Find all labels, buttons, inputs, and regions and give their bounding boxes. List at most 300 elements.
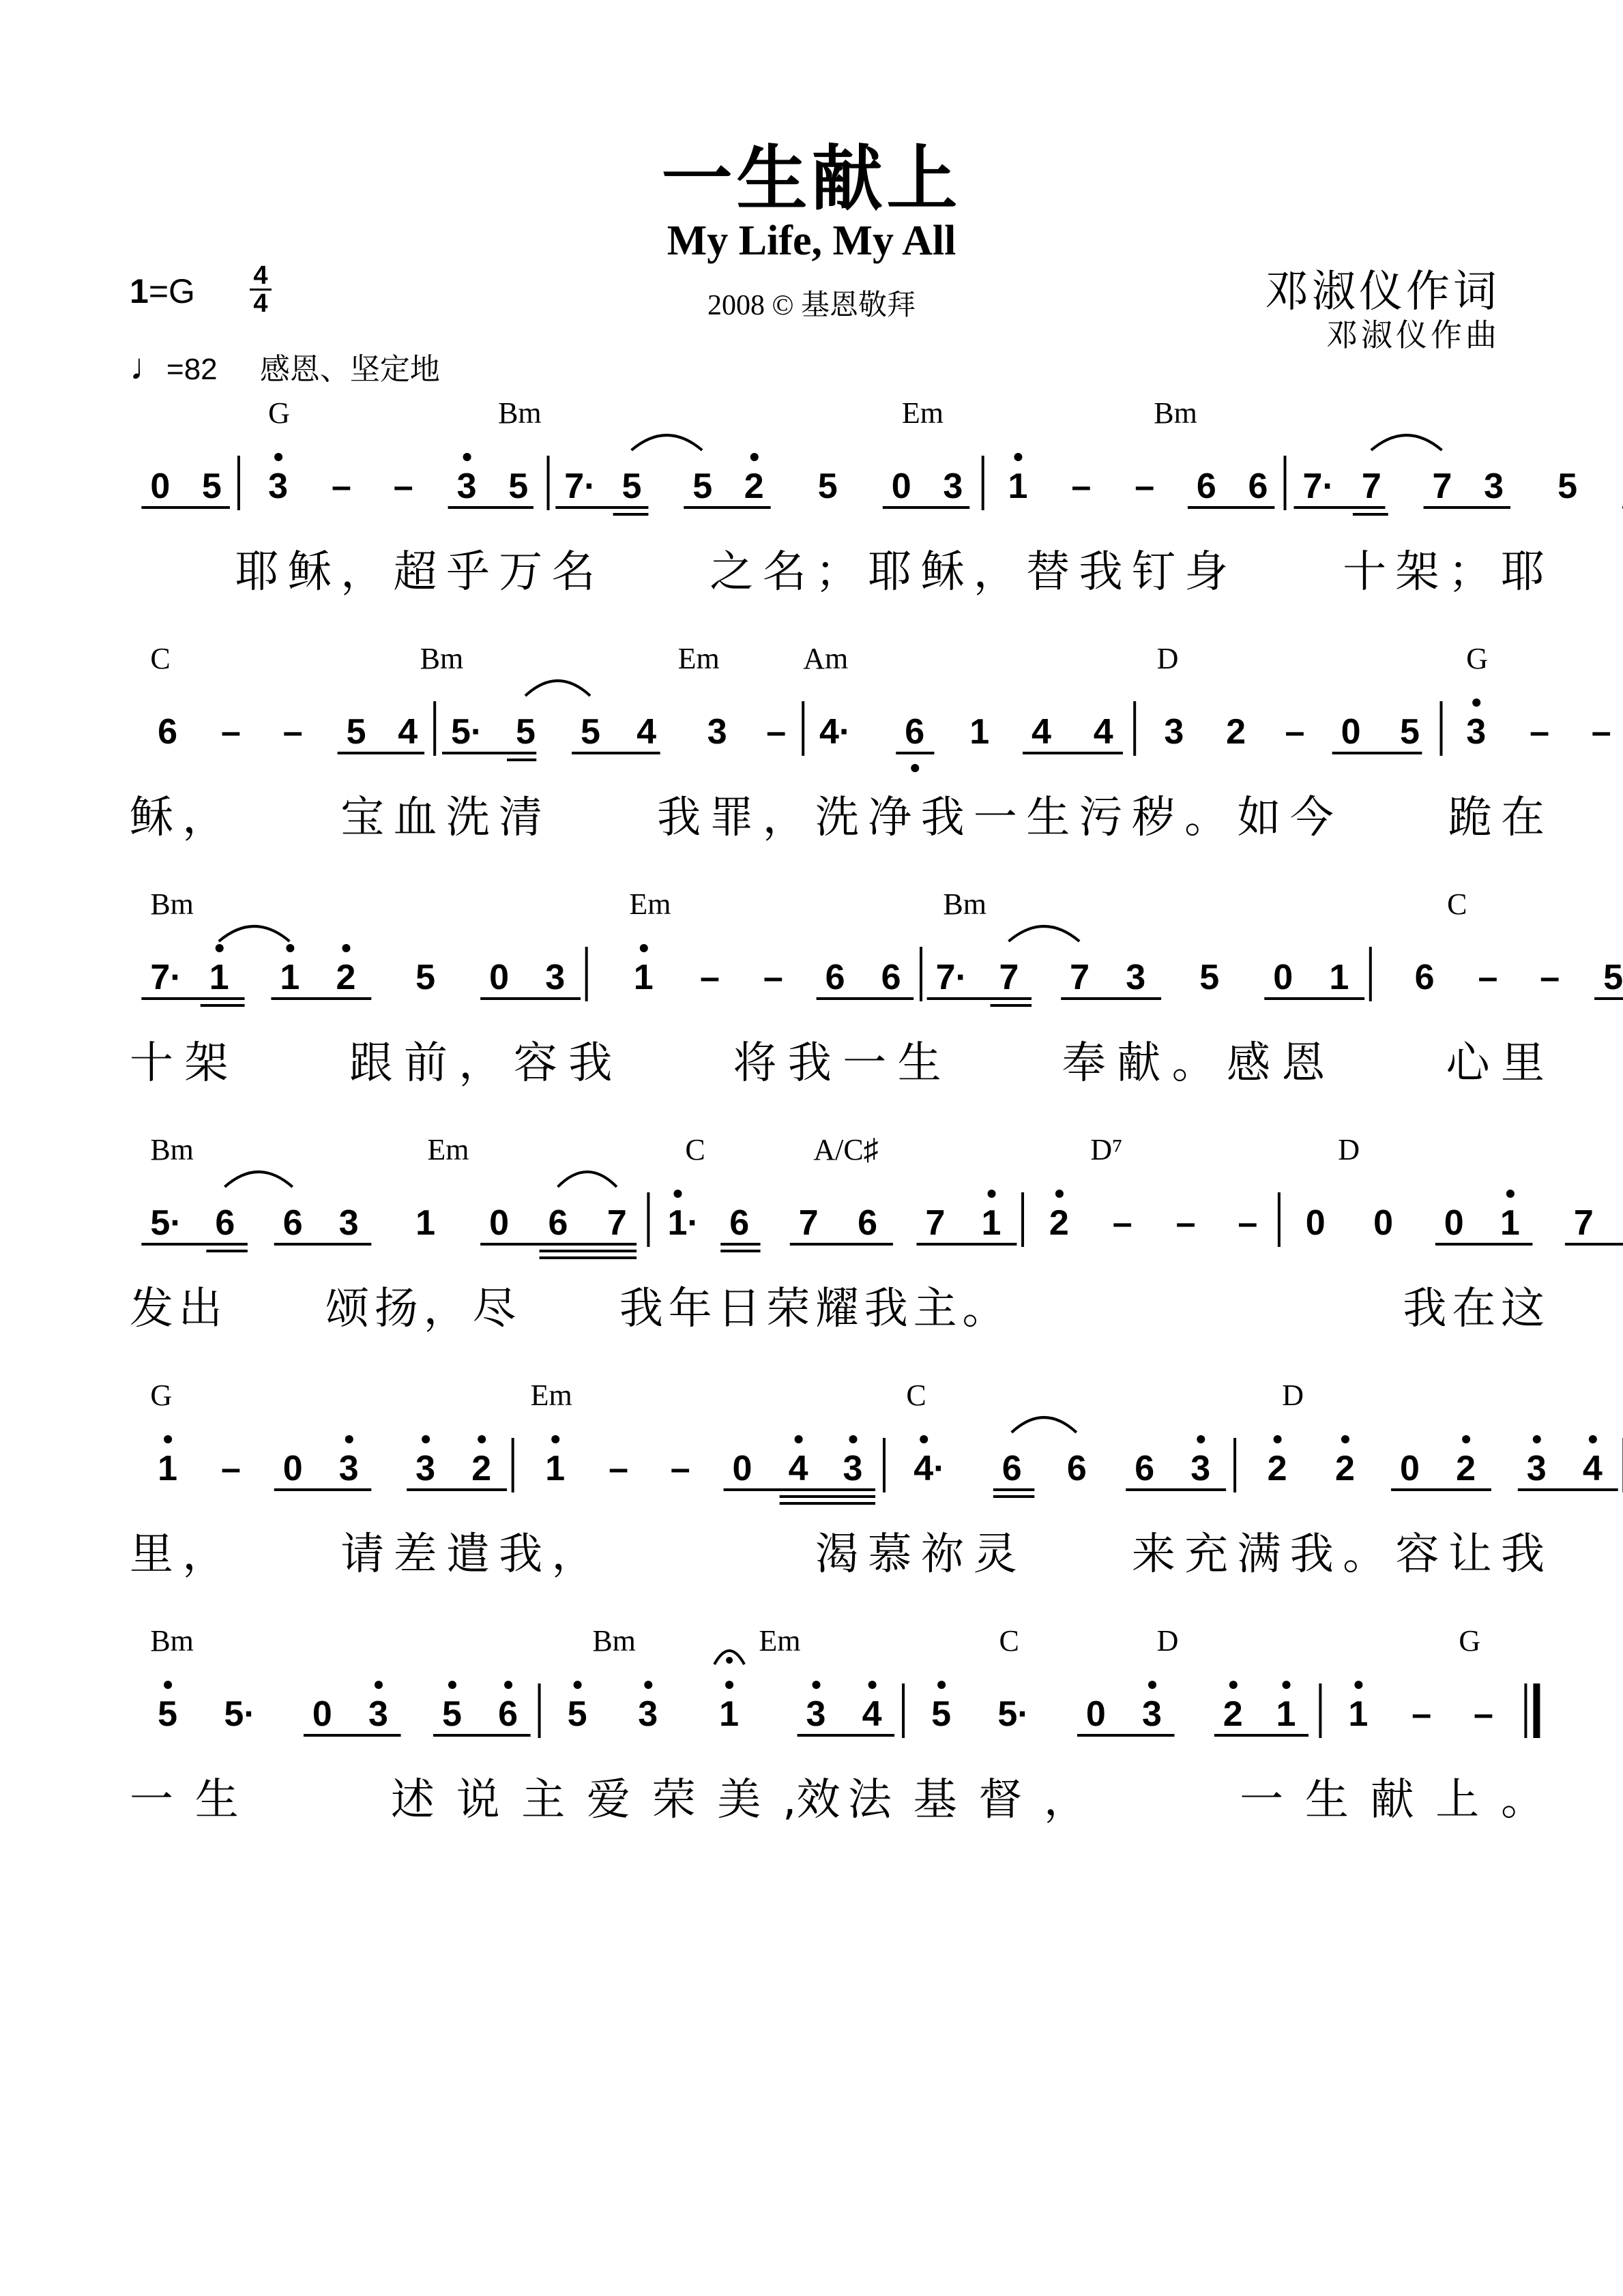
- lyric-char: ，: [762, 793, 806, 843]
- note: 2: [1223, 1694, 1243, 1734]
- note: 3: [1484, 467, 1504, 506]
- note: 7: [1361, 467, 1381, 506]
- lyric-char: ，: [973, 547, 1017, 598]
- lyric-char: 上: [1435, 1775, 1480, 1825]
- lyric-char: 。: [1501, 1775, 1545, 1825]
- lyric-char: 生: [194, 1775, 239, 1825]
- lyric-char: 十: [130, 1038, 173, 1089]
- note: 0: [150, 467, 171, 506]
- note: 6: [498, 1694, 518, 1734]
- note: –: [1591, 712, 1611, 752]
- note: 2: [471, 1449, 492, 1488]
- chord-symbol: G: [150, 1379, 173, 1412]
- note: 3: [1466, 712, 1487, 752]
- lyric-char: 里: [1501, 1038, 1545, 1089]
- lyric-char: 尽: [472, 1284, 516, 1334]
- chord-symbol: Bm: [420, 642, 464, 675]
- lyric-char: 我: [864, 1284, 908, 1334]
- high-octave-dot: [164, 1681, 172, 1689]
- high-octave-dot: [216, 944, 224, 952]
- lyric-char: 一: [1240, 1775, 1284, 1825]
- note: 3: [1126, 958, 1146, 997]
- copyright-line: 2008 © 基恩敬拜: [707, 290, 916, 321]
- lyric-char: 述: [390, 1775, 435, 1825]
- note: 2: [744, 467, 764, 506]
- chord-symbol: C: [685, 1133, 705, 1166]
- high-octave-dot: [286, 944, 294, 952]
- lyric-char: 在: [1501, 793, 1545, 843]
- note: 6: [1135, 1449, 1155, 1488]
- chord-symbol: C: [150, 642, 171, 675]
- lyric-char: 满: [1237, 1529, 1281, 1580]
- low-octave-dot: [911, 764, 919, 772]
- note: 6: [905, 712, 925, 752]
- lyric-char: 祢: [920, 1529, 965, 1580]
- note: 1·: [667, 1203, 699, 1243]
- note: –: [1474, 1694, 1493, 1734]
- note: 5: [201, 467, 222, 506]
- note: 6: [825, 958, 845, 997]
- note: 0: [1305, 1203, 1326, 1243]
- note: 2: [336, 958, 356, 997]
- lyric-char: 颂: [325, 1284, 370, 1334]
- lyric-char: 我: [1079, 547, 1123, 598]
- note: 3: [1190, 1449, 1211, 1488]
- high-octave-dot: [640, 944, 648, 952]
- note: 5·: [224, 1694, 256, 1734]
- chord-symbol: C: [999, 1624, 1019, 1658]
- lyric-char: 前: [404, 1038, 448, 1089]
- note: 6: [282, 1203, 303, 1243]
- lyric-char: 清: [499, 793, 543, 843]
- lyric-char: 荣: [766, 1284, 810, 1334]
- note: –: [1112, 1203, 1132, 1243]
- note: –: [393, 467, 413, 506]
- high-octave-dot: [988, 1190, 996, 1198]
- high-octave-dot: [1148, 1681, 1156, 1689]
- high-octave-dot: [274, 453, 282, 461]
- note: 5: [817, 467, 838, 506]
- note: 6: [881, 958, 901, 997]
- high-octave-dot: [164, 1435, 172, 1443]
- lyric-char: 宝: [340, 793, 385, 843]
- note: 3: [415, 1449, 436, 1488]
- note: 5: [931, 1694, 952, 1734]
- lyric-char: ，: [340, 547, 385, 598]
- lyric-char: 生: [1026, 793, 1070, 843]
- note: 5·: [150, 1203, 182, 1243]
- note: –: [1175, 1203, 1196, 1243]
- note: 1: [719, 1694, 740, 1734]
- note: 1: [415, 1203, 436, 1243]
- lyric-char: 钉: [1131, 547, 1175, 598]
- note: 0: [312, 1694, 332, 1734]
- note: 6: [1066, 1449, 1087, 1488]
- note: 4: [398, 712, 418, 752]
- chord-symbol: Em: [629, 887, 671, 921]
- note: 3: [1164, 712, 1184, 752]
- lyric-char: 架: [1395, 547, 1439, 598]
- lyric-char: 稣: [130, 793, 173, 843]
- lyric-char: 生: [897, 1038, 941, 1089]
- chord-symbol: Bm: [150, 1624, 194, 1658]
- tempo-mood: 感恩、坚定地: [259, 352, 440, 387]
- chord-symbol: Bm: [150, 887, 194, 921]
- lyric-char: ，: [458, 1038, 503, 1089]
- note: 5: [567, 1694, 587, 1734]
- note: 4·: [819, 712, 851, 752]
- note: 0: [489, 1203, 510, 1243]
- chord-symbol: A/C♯: [813, 1133, 879, 1166]
- high-octave-dot: [1341, 1435, 1349, 1443]
- high-octave-dot: [1506, 1190, 1515, 1198]
- lyricist-credit: 邓淑仪作词: [1265, 267, 1500, 317]
- note: –: [670, 1449, 690, 1488]
- note: 1: [1276, 1694, 1296, 1734]
- note: 5·: [450, 712, 483, 752]
- lyric-char: 主: [913, 1284, 957, 1334]
- lyric-char: 扬: [374, 1284, 418, 1334]
- chord-symbol: Em: [530, 1379, 572, 1412]
- lyric-char: 万: [499, 547, 543, 598]
- note: 4: [862, 1694, 882, 1734]
- lyric-char: 在: [1452, 1284, 1496, 1334]
- note: 3: [545, 958, 566, 997]
- chord-symbol: G: [268, 396, 290, 430]
- lyric-char: 年: [668, 1284, 712, 1334]
- high-octave-dot: [504, 1681, 512, 1689]
- note: 1: [1329, 958, 1349, 997]
- note: 7: [925, 1203, 946, 1243]
- note: 0: [732, 1449, 752, 1488]
- lyric-char: 一: [130, 1775, 173, 1825]
- lyric-char: 之: [710, 547, 754, 598]
- high-octave-dot: [937, 1681, 946, 1689]
- lyric-char: 名: [762, 547, 806, 598]
- note: 5: [158, 1694, 178, 1734]
- chord-symbol: Bm: [592, 1624, 636, 1658]
- note: 4: [1582, 1449, 1603, 1488]
- note: 3: [338, 1449, 359, 1488]
- lyric-char: ,效: [783, 1775, 840, 1825]
- high-octave-dot: [1589, 1435, 1597, 1443]
- lyric-char: 爱: [587, 1775, 630, 1825]
- tie-arc: [632, 435, 703, 450]
- note: 2: [1049, 1203, 1069, 1243]
- lyric-char: 洗: [445, 793, 490, 843]
- lyric-char: 遣: [445, 1529, 490, 1580]
- note: 1: [280, 958, 300, 997]
- tie-arc: [1012, 1417, 1077, 1432]
- fermata-dot: [726, 1657, 733, 1664]
- note: 1: [1500, 1203, 1520, 1243]
- lyric-char: 耶: [868, 547, 912, 598]
- high-octave-dot: [1533, 1435, 1541, 1443]
- note: 0: [1400, 1449, 1420, 1488]
- note: 5: [516, 712, 536, 752]
- lyric-char: 稣: [287, 547, 332, 598]
- note: 5: [442, 1694, 462, 1734]
- lyric-char: ；: [815, 547, 859, 598]
- lyric-char: 感: [1227, 1038, 1270, 1089]
- note: 7: [1070, 958, 1090, 997]
- note: 6: [858, 1203, 878, 1243]
- note: 0: [1373, 1203, 1394, 1243]
- lyric-char: 血: [393, 793, 437, 843]
- tie-arc: [525, 681, 590, 696]
- note: 3: [338, 1203, 359, 1243]
- note: –: [763, 958, 783, 997]
- chord-symbol: Em: [759, 1624, 801, 1658]
- lyric-char: 这: [1501, 1284, 1545, 1334]
- lyric-char: 奉: [1062, 1038, 1106, 1089]
- high-octave-dot: [1197, 1435, 1205, 1443]
- meter-bottom: 4: [253, 289, 268, 318]
- note: 3: [943, 467, 963, 506]
- note: –: [221, 712, 241, 752]
- note: 5: [692, 467, 713, 506]
- note: 4: [637, 712, 657, 752]
- chord-symbol: Em: [677, 642, 720, 675]
- lyric-char: 我: [920, 793, 965, 843]
- high-octave-dot: [673, 1190, 682, 1198]
- lyric-char: 我: [1403, 1284, 1447, 1334]
- note: 5: [1199, 958, 1220, 997]
- lyric-char: 污: [1079, 793, 1123, 843]
- note: 5: [1400, 712, 1420, 752]
- lyric-char: 发: [130, 1284, 173, 1334]
- note: 6: [729, 1203, 750, 1243]
- chord-symbol: Bm: [943, 887, 986, 921]
- lyric-char: 罪: [710, 793, 754, 843]
- note: 3: [368, 1694, 388, 1734]
- note: 6: [548, 1203, 568, 1243]
- lyric-char: 日: [717, 1284, 761, 1334]
- lyric-char: 我: [657, 793, 701, 843]
- note: 5: [581, 712, 600, 752]
- lyric-char: 秽: [1131, 793, 1175, 843]
- note: 5: [622, 467, 642, 506]
- high-octave-dot: [574, 1681, 582, 1689]
- lyric-char: 架: [184, 1038, 229, 1089]
- high-octave-dot: [1014, 453, 1022, 461]
- high-octave-dot: [868, 1681, 877, 1689]
- note: –: [1530, 712, 1550, 752]
- note: 0: [489, 958, 510, 997]
- lyric-char: 生: [1304, 1775, 1349, 1825]
- chord-symbol: D: [1156, 642, 1179, 675]
- lyric-char: 我: [568, 1038, 613, 1089]
- lyric-char: 将: [733, 1038, 777, 1089]
- lyric-char: 献: [1117, 1038, 1161, 1089]
- chord-symbol: G: [1459, 1624, 1481, 1658]
- lyric-char: 我: [619, 1284, 663, 1334]
- note: 3: [806, 1694, 826, 1734]
- chord-symbol: Bm: [1154, 396, 1197, 430]
- note: 0: [282, 1449, 303, 1488]
- lyric-char: 今: [1289, 793, 1334, 843]
- chord-symbol: C: [906, 1379, 926, 1412]
- note: –: [1135, 467, 1155, 506]
- lyric-char: 净: [868, 793, 912, 843]
- note: 7·: [150, 958, 182, 997]
- tie-arc: [1008, 926, 1079, 941]
- note: 1: [545, 1449, 566, 1488]
- high-octave-dot: [1274, 1435, 1282, 1443]
- note: 6: [1248, 467, 1268, 506]
- note: 5: [508, 467, 529, 506]
- note: –: [1285, 712, 1305, 752]
- high-octave-dot: [644, 1681, 652, 1689]
- note: 7: [1573, 1203, 1594, 1243]
- lyric-char: 洗: [815, 793, 859, 843]
- lyric-char: 容: [513, 1038, 557, 1089]
- note: 0: [1273, 958, 1293, 997]
- lyric-char: 灵: [973, 1529, 1017, 1580]
- lyric-char: 替: [1026, 547, 1070, 598]
- note: 4: [788, 1449, 808, 1488]
- chord-symbol: Am: [803, 642, 849, 675]
- note: 0: [1444, 1203, 1464, 1243]
- note: 5: [1603, 958, 1623, 997]
- tie-arc: [219, 926, 290, 941]
- lyric-char: 荣: [652, 1775, 696, 1825]
- lyric-char: 跪: [1448, 793, 1492, 843]
- lyric-char: 渴: [815, 1529, 859, 1580]
- chord-symbol: D: [1156, 1624, 1179, 1658]
- note: 0: [1085, 1694, 1106, 1734]
- lyric-char: 恩: [1281, 1038, 1326, 1089]
- note: 7: [606, 1203, 627, 1243]
- note: 5·: [997, 1694, 1029, 1734]
- note: 1: [209, 958, 229, 997]
- chord-symbol: D⁷: [1090, 1133, 1123, 1166]
- lyric-char: ；: [1448, 547, 1492, 598]
- note: –: [221, 1449, 241, 1488]
- high-octave-dot: [813, 1681, 821, 1689]
- lyric-char: 我: [1501, 1529, 1545, 1580]
- lyric-char: 我: [1289, 1529, 1334, 1580]
- note: 1: [633, 958, 654, 997]
- note: 1: [969, 712, 990, 752]
- note: 2: [1267, 1449, 1287, 1488]
- lyric-char: ，: [551, 1529, 596, 1580]
- note: 7·: [1302, 467, 1334, 506]
- lyric-char: 超: [393, 547, 437, 598]
- note: –: [700, 958, 720, 997]
- note: 1: [1008, 467, 1028, 506]
- note: 7: [999, 958, 1019, 997]
- meter-top: 4: [253, 261, 268, 290]
- note: 3: [843, 1449, 863, 1488]
- lyric-char: 我: [499, 1529, 543, 1580]
- note: 6: [158, 712, 178, 752]
- key-equals: =G: [148, 272, 195, 310]
- note: 6: [215, 1203, 235, 1243]
- chord-symbol: G: [1466, 642, 1488, 675]
- high-octave-dot: [1472, 698, 1480, 707]
- note: –: [1478, 958, 1498, 997]
- high-octave-dot: [345, 1435, 353, 1443]
- lyric-char: 如: [1237, 793, 1281, 843]
- lyric-char: 出: [178, 1284, 222, 1334]
- high-octave-dot: [795, 1435, 803, 1443]
- lyric-char: 美: [717, 1775, 761, 1825]
- lyric-char: 让: [1448, 1529, 1492, 1580]
- lyric-char: 慕: [868, 1529, 912, 1580]
- composer-credit: 邓淑仪作曲: [1326, 317, 1500, 353]
- high-octave-dot: [551, 1435, 559, 1443]
- tie-arc: [1371, 435, 1442, 450]
- lyric-char: 跟: [349, 1038, 393, 1089]
- lyric-char: ，: [182, 1529, 226, 1580]
- lyric-char: 我: [787, 1038, 832, 1089]
- lyric-char: 差: [393, 1529, 437, 1580]
- note: 7: [798, 1203, 819, 1243]
- chord-symbol: D: [1338, 1133, 1360, 1166]
- lyric-char: 说: [456, 1775, 500, 1825]
- note: 6: [1196, 467, 1216, 506]
- chord-symbol: Em: [901, 396, 944, 430]
- tie-arc: [224, 1172, 292, 1187]
- high-octave-dot: [750, 453, 759, 461]
- high-octave-dot: [342, 944, 350, 952]
- lyric-char: 。: [962, 1284, 1006, 1334]
- tie-arc: [558, 1172, 617, 1187]
- note: –: [609, 1449, 629, 1488]
- high-octave-dot: [1462, 1435, 1470, 1443]
- lyric-char: 耶: [1501, 547, 1545, 598]
- lyric-char: 法: [847, 1775, 892, 1825]
- lyric-char: 请: [340, 1529, 385, 1580]
- chord-symbol: Bm: [150, 1133, 194, 1166]
- note: 3: [1142, 1694, 1162, 1734]
- note: 7: [1432, 467, 1452, 506]
- note: –: [1238, 1203, 1258, 1243]
- lyric-char: 。: [1343, 1529, 1387, 1580]
- note: 1: [981, 1203, 1001, 1243]
- chord-symbol: Bm: [498, 396, 542, 430]
- lyric-char: 充: [1184, 1529, 1229, 1580]
- note: 3: [638, 1694, 658, 1734]
- lyric-char: 乎: [445, 547, 490, 598]
- lyric-char: 身: [1184, 547, 1229, 598]
- note: 2: [1456, 1449, 1476, 1488]
- tempo-value: =82: [166, 353, 218, 386]
- note: –: [282, 712, 303, 752]
- lyric-char: 容: [1395, 1529, 1439, 1580]
- lyric-char: 一: [843, 1038, 887, 1089]
- note: 0: [891, 467, 911, 506]
- note: –: [766, 712, 787, 752]
- note: 5: [415, 958, 436, 997]
- lyric-char: ，: [1044, 1775, 1087, 1825]
- lyric-char: 主: [521, 1775, 566, 1825]
- chord-symbol: D: [1282, 1379, 1304, 1412]
- lyric-char: 来: [1131, 1529, 1175, 1580]
- high-octave-dot: [375, 1681, 383, 1689]
- lyric-char: 一: [973, 793, 1017, 843]
- lyric-char: 耀: [815, 1284, 859, 1334]
- note: 3: [1526, 1449, 1547, 1488]
- lyric-char: 。: [1184, 793, 1229, 843]
- key-tonic: 1: [130, 272, 149, 310]
- note: 5: [1558, 467, 1578, 506]
- note: 4·: [913, 1449, 946, 1488]
- note: 7·: [935, 958, 967, 997]
- note: 0: [1341, 712, 1361, 752]
- song-title: 一生献上: [661, 136, 962, 220]
